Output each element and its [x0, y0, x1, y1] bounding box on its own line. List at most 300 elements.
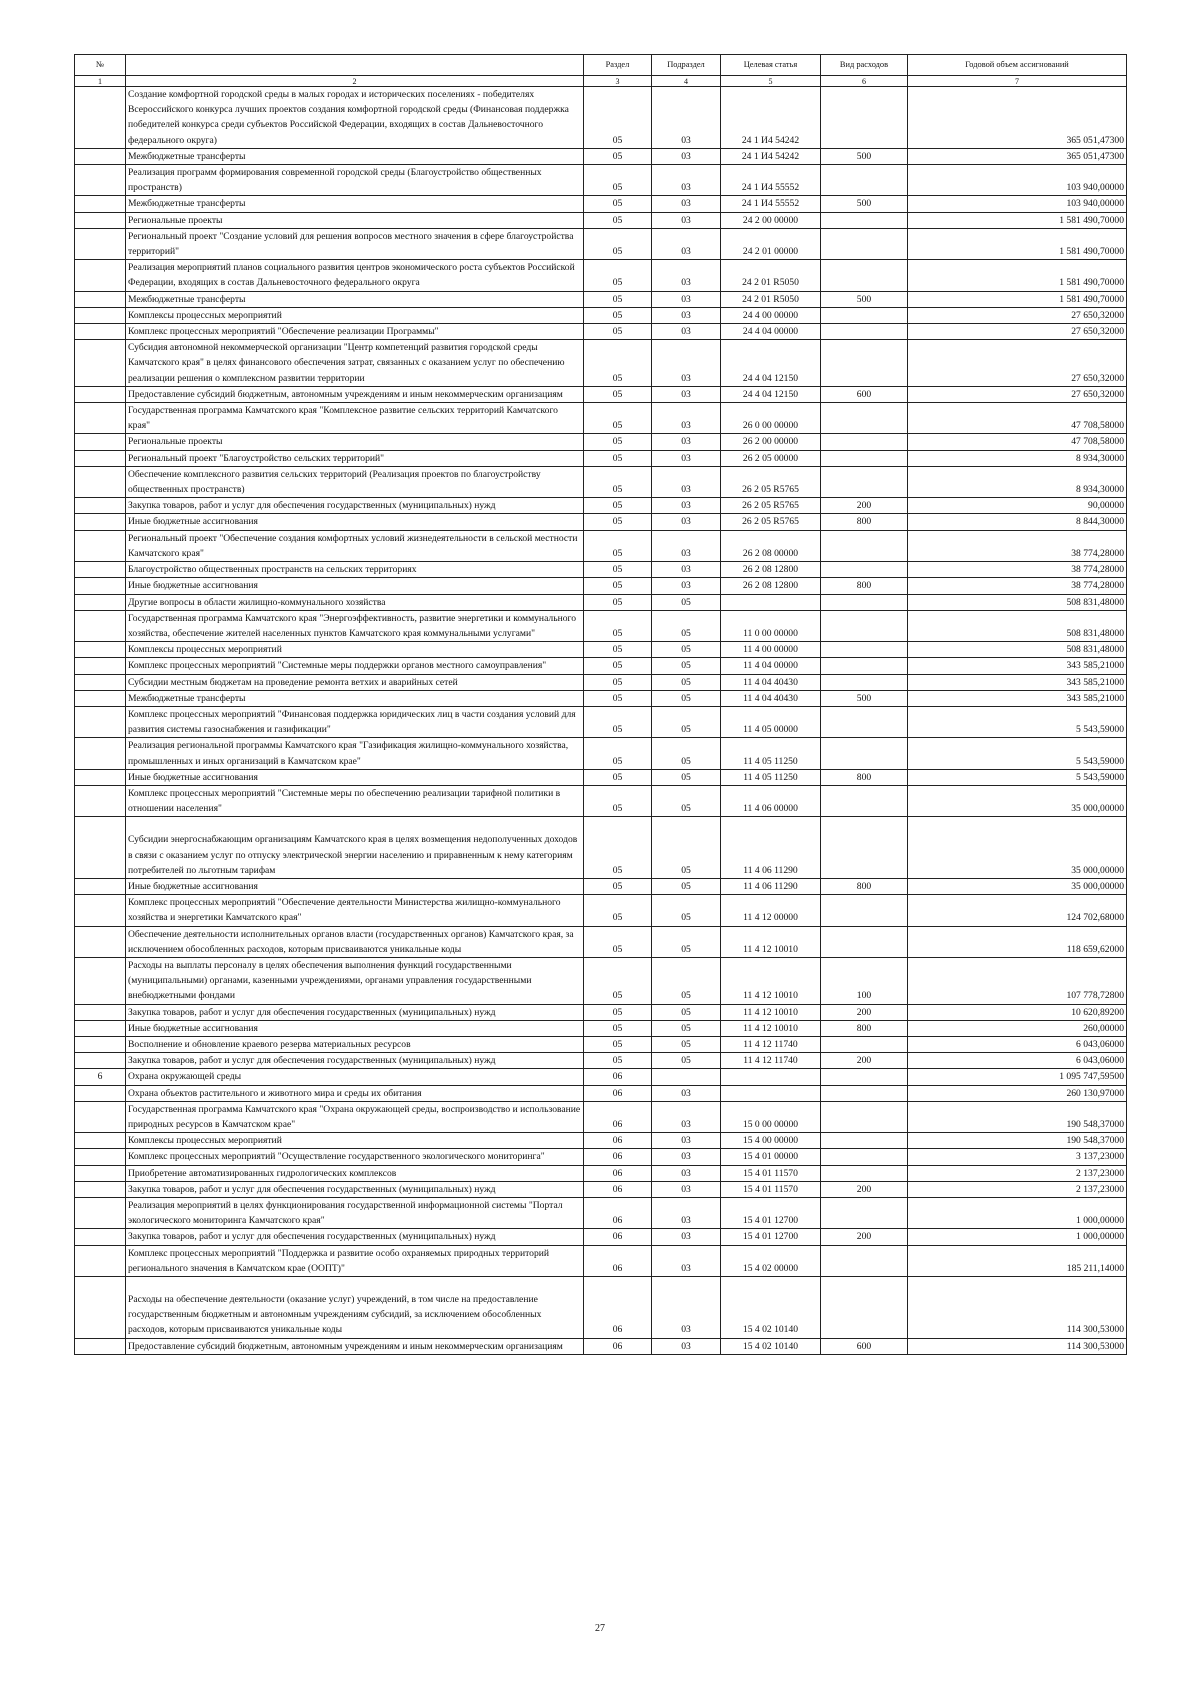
table-row	[75, 1277, 1127, 1339]
header-expense-type: Вид расходов	[821, 55, 908, 76]
row-name: Закупка товаров, работ и услуг для обеспечения государственных (муниципальных) нужд	[126, 1053, 584, 1069]
row-expense-type: 800	[821, 514, 908, 530]
row-subsection: 05	[652, 1036, 721, 1052]
row-subsection: 03	[652, 403, 721, 434]
row-amount: 365 051,47300	[908, 148, 1127, 164]
row-expense-type	[821, 340, 908, 387]
row-target-article: 26 2 05 00000	[721, 450, 821, 466]
table-row	[75, 530, 1127, 561]
row-amount: 260 130,97000	[908, 1085, 1127, 1101]
row-expense-type	[821, 895, 908, 926]
row-number	[75, 291, 126, 307]
row-target-article: 24 2 01 R5050	[721, 260, 821, 291]
row-expense-type	[821, 212, 908, 228]
row-name: Охрана объектов растительного и животного мира и среды их обитания	[126, 1085, 584, 1101]
table-row	[75, 957, 1127, 1004]
column-index: 2	[126, 76, 584, 87]
row-section: 05	[584, 148, 652, 164]
row-expense-type	[821, 87, 908, 149]
row-amount: 8 934,30000	[908, 466, 1127, 497]
row-section: 05	[584, 498, 652, 514]
row-amount: 2 137,23000	[908, 1165, 1127, 1181]
row-subsection: 05	[652, 658, 721, 674]
row-number	[75, 706, 126, 737]
row-name: Региональные проекты	[126, 212, 584, 228]
row-subsection: 05	[652, 690, 721, 706]
row-subsection: 03	[652, 307, 721, 323]
row-number	[75, 957, 126, 1004]
row-target-article: 15 4 01 11570	[721, 1165, 821, 1181]
row-subsection: 05	[652, 926, 721, 957]
row-name: Благоустройство общественных пространств на сельских территориях	[126, 562, 584, 578]
row-amount: 90,00000	[908, 498, 1127, 514]
row-target-article: 24 1 И4 55552	[721, 165, 821, 196]
row-amount: 343 585,21000	[908, 690, 1127, 706]
row-subsection: 03	[652, 530, 721, 561]
row-expense-type	[821, 610, 908, 641]
row-name: Комплекс процессных мероприятий "Поддержка и развитие особо охраняемых природных территорий регионального значения в Камчатском крае (ООПТ)"	[126, 1245, 584, 1276]
row-subsection: 03	[652, 324, 721, 340]
row-amount: 508 831,48000	[908, 642, 1127, 658]
row-subsection: 05	[652, 706, 721, 737]
table-row	[75, 562, 1127, 578]
table-row	[75, 769, 1127, 785]
row-expense-type: 200	[821, 498, 908, 514]
row-section: 05	[584, 434, 652, 450]
table-row	[75, 1165, 1127, 1181]
table-row	[75, 1181, 1127, 1197]
row-expense-type: 800	[821, 769, 908, 785]
row-number	[75, 1101, 126, 1132]
row-amount: 185 211,14000	[908, 1245, 1127, 1276]
row-amount: 38 774,28000	[908, 530, 1127, 561]
row-section: 05	[584, 878, 652, 894]
table-row	[75, 498, 1127, 514]
row-target-article: 11 0 00 00000	[721, 610, 821, 641]
table-row	[75, 706, 1127, 737]
row-section: 05	[584, 212, 652, 228]
row-name: Межбюджетные трансферты	[126, 196, 584, 212]
table-row	[75, 926, 1127, 957]
row-name: Комплекс процессных мероприятий "Обеспечение реализации Программы"	[126, 324, 584, 340]
row-subsection: 03	[652, 1085, 721, 1101]
row-section: 05	[584, 1053, 652, 1069]
row-number	[75, 1165, 126, 1181]
row-subsection: 05	[652, 785, 721, 816]
row-name: Субсидия автономной некоммерческой организации "Центр компетенций развития городской среды Камчатского края" в целях финансового обеспечения затрат, связанных с оказанием услуг по обеспечению реализации решения о комплексном развитии территории	[126, 340, 584, 387]
row-section: 05	[584, 642, 652, 658]
table-row	[75, 610, 1127, 641]
row-number	[75, 434, 126, 450]
table-row	[75, 291, 1127, 307]
row-number	[75, 1181, 126, 1197]
row-target-article	[721, 594, 821, 610]
row-number	[75, 340, 126, 387]
row-number	[75, 165, 126, 196]
column-index: 1	[75, 76, 126, 87]
row-section: 06	[584, 1229, 652, 1245]
row-target-article: 24 1 И4 55552	[721, 196, 821, 212]
row-name: Предоставление субсидий бюджетным, автономным учреждениям и иным некоммерческим организациям	[126, 386, 584, 402]
budget-sheet	[74, 54, 1126, 1355]
row-expense-type	[821, 785, 908, 816]
row-name: Государственная программа Камчатского края "Охрана окружающей среды, воспроизводство и использование природных ресурсов в Камчатском крае"	[126, 1101, 584, 1132]
row-number	[75, 498, 126, 514]
row-name: Комплексы процессных мероприятий	[126, 642, 584, 658]
row-number	[75, 1133, 126, 1149]
row-section: 05	[584, 386, 652, 402]
row-section: 05	[584, 466, 652, 497]
row-subsection: 03	[652, 1181, 721, 1197]
row-section: 05	[584, 260, 652, 291]
row-section: 05	[584, 196, 652, 212]
row-subsection: 03	[652, 386, 721, 402]
row-subsection: 03	[652, 514, 721, 530]
row-target-article: 15 4 02 10140	[721, 1277, 821, 1339]
row-amount: 5 543,59000	[908, 706, 1127, 737]
row-target-article: 11 4 12 10010	[721, 1004, 821, 1020]
row-subsection: 03	[652, 196, 721, 212]
row-number	[75, 1245, 126, 1276]
row-target-article: 11 4 06 00000	[721, 785, 821, 816]
row-expense-type	[821, 738, 908, 769]
row-target-article: 15 4 01 11570	[721, 1181, 821, 1197]
row-amount: 114 300,53000	[908, 1277, 1127, 1339]
row-amount: 260,00000	[908, 1020, 1127, 1036]
row-amount: 35 000,00000	[908, 817, 1127, 879]
table-row	[75, 1004, 1127, 1020]
row-target-article: 11 4 05 11250	[721, 769, 821, 785]
row-expense-type	[821, 926, 908, 957]
row-number	[75, 578, 126, 594]
page-number: 27	[595, 1623, 605, 1634]
row-number	[75, 1277, 126, 1339]
header-section: Раздел	[584, 55, 652, 76]
row-subsection: 05	[652, 642, 721, 658]
row-name: Региональный проект "Благоустройство сельских территорий"	[126, 450, 584, 466]
row-expense-type: 500	[821, 291, 908, 307]
row-section: 05	[584, 562, 652, 578]
table-row	[75, 738, 1127, 769]
row-section: 05	[584, 957, 652, 1004]
row-expense-type	[821, 1036, 908, 1052]
table-row	[75, 87, 1127, 149]
row-subsection: 03	[652, 1101, 721, 1132]
row-name: Реализация региональной программы Камчатского края "Газификация жилищно-коммунального хозяйства, промышленных и иных организаций в Камчатском крае"	[126, 738, 584, 769]
table-row	[75, 1069, 1127, 1085]
row-amount: 47 708,58000	[908, 434, 1127, 450]
row-subsection: 03	[652, 1198, 721, 1229]
row-section: 05	[584, 926, 652, 957]
row-number	[75, 610, 126, 641]
table-row	[75, 895, 1127, 926]
row-section: 06	[584, 1277, 652, 1339]
table-row	[75, 324, 1127, 340]
row-subsection: 05	[652, 610, 721, 641]
table-row	[75, 1020, 1127, 1036]
table-row	[75, 340, 1127, 387]
row-section: 05	[584, 228, 652, 259]
row-expense-type	[821, 1277, 908, 1339]
row-number: 6	[75, 1069, 126, 1085]
row-target-article: 24 2 01 R5050	[721, 291, 821, 307]
table-row	[75, 434, 1127, 450]
row-target-article: 11 4 12 10010	[721, 957, 821, 1004]
row-expense-type	[821, 307, 908, 323]
row-expense-type	[821, 1133, 908, 1149]
header-subsection: Подраздел	[652, 55, 721, 76]
row-amount: 190 548,37000	[908, 1101, 1127, 1132]
row-subsection: 03	[652, 228, 721, 259]
row-amount: 10 620,89200	[908, 1004, 1127, 1020]
row-name: Реализация мероприятий в целях функционирования государственной информационной системы "Портал экологического мониторинга Камчатского края"	[126, 1198, 584, 1229]
row-number	[75, 1004, 126, 1020]
row-expense-type: 800	[821, 1020, 908, 1036]
row-amount: 35 000,00000	[908, 878, 1127, 894]
row-expense-type	[821, 674, 908, 690]
header-number: №	[75, 55, 126, 76]
row-expense-type: 500	[821, 690, 908, 706]
row-expense-type	[821, 466, 908, 497]
row-target-article: 15 4 01 12700	[721, 1229, 821, 1245]
row-number	[75, 594, 126, 610]
header-annual-amount: Годовой объем ассигнований	[908, 55, 1127, 76]
row-name: Обеспечение деятельности исполнительных органов власти (государственных органов) Камчатского края, за исключением обособленных расходов, которым присваиваются уникальные коды	[126, 926, 584, 957]
row-expense-type	[821, 1085, 908, 1101]
row-target-article: 24 4 04 00000	[721, 324, 821, 340]
row-number	[75, 324, 126, 340]
row-expense-type	[821, 450, 908, 466]
row-subsection: 03	[652, 1149, 721, 1165]
table-row	[75, 817, 1127, 879]
row-subsection: 03	[652, 1277, 721, 1339]
row-name: Иные бюджетные ассигнования	[126, 769, 584, 785]
row-amount: 47 708,58000	[908, 403, 1127, 434]
row-amount: 190 548,37000	[908, 1133, 1127, 1149]
table-row	[75, 165, 1127, 196]
row-target-article: 24 1 И4 54242	[721, 148, 821, 164]
row-subsection: 03	[652, 1133, 721, 1149]
row-number	[75, 1198, 126, 1229]
row-expense-type	[821, 1198, 908, 1229]
column-index: 3	[584, 76, 652, 87]
row-number	[75, 514, 126, 530]
table-row	[75, 307, 1127, 323]
row-number	[75, 450, 126, 466]
row-expense-type	[821, 165, 908, 196]
row-amount: 38 774,28000	[908, 578, 1127, 594]
row-amount: 38 774,28000	[908, 562, 1127, 578]
column-index: 5	[721, 76, 821, 87]
row-target-article	[721, 1085, 821, 1101]
row-section: 06	[584, 1069, 652, 1085]
row-number	[75, 562, 126, 578]
row-expense-type	[821, 530, 908, 561]
header-name	[126, 55, 584, 76]
row-amount: 343 585,21000	[908, 674, 1127, 690]
row-target-article: 11 4 04 40430	[721, 674, 821, 690]
row-subsection: 03	[652, 165, 721, 196]
table-row	[75, 1338, 1127, 1354]
row-subsection: 05	[652, 878, 721, 894]
row-amount: 114 300,53000	[908, 1338, 1127, 1354]
row-expense-type	[821, 1245, 908, 1276]
row-target-article: 26 2 00 00000	[721, 434, 821, 450]
row-amount: 124 702,68000	[908, 895, 1127, 926]
row-number	[75, 785, 126, 816]
row-name: Расходы на обеспечение деятельности (оказание услуг) учреждений, в том числе на предоставление государственным бюджетным и автономным учреждениям субсидий, за исключением обособленных расходов, которым присваиваются уникальные коды	[126, 1277, 584, 1339]
budget-rows	[75, 87, 1127, 1355]
row-subsection: 03	[652, 260, 721, 291]
row-expense-type	[821, 403, 908, 434]
row-section: 05	[584, 324, 652, 340]
row-name: Иные бюджетные ассигнования	[126, 578, 584, 594]
row-section: 05	[584, 165, 652, 196]
row-expense-type: 600	[821, 386, 908, 402]
row-amount: 1 000,00000	[908, 1198, 1127, 1229]
row-subsection: 03	[652, 212, 721, 228]
row-number	[75, 212, 126, 228]
row-amount: 1 581 490,70000	[908, 212, 1127, 228]
row-section: 05	[584, 450, 652, 466]
row-name: Государственная программа Камчатского края "Энергоэффективность, развитие энергетики и коммунального хозяйства, обеспечение жителей населенных пунктов Камчатского края коммунальными услугами"	[126, 610, 584, 641]
row-number	[75, 895, 126, 926]
row-expense-type	[821, 1069, 908, 1085]
table-row	[75, 1229, 1127, 1245]
row-target-article: 26 2 05 R5765	[721, 466, 821, 497]
row-name: Комплексы процессных мероприятий	[126, 307, 584, 323]
row-number	[75, 769, 126, 785]
row-amount: 118 659,62000	[908, 926, 1127, 957]
row-target-article: 26 0 00 00000	[721, 403, 821, 434]
row-number	[75, 1149, 126, 1165]
row-target-article: 26 2 08 12800	[721, 562, 821, 578]
row-number	[75, 1020, 126, 1036]
table-row	[75, 212, 1127, 228]
row-expense-type: 200	[821, 1053, 908, 1069]
row-name: Закупка товаров, работ и услуг для обеспечения государственных (муниципальных) нужд	[126, 498, 584, 514]
row-number	[75, 530, 126, 561]
row-section: 06	[584, 1198, 652, 1229]
row-name: Комплекс процессных мероприятий "Осуществление государственного экологического мониторинга"	[126, 1149, 584, 1165]
row-number	[75, 642, 126, 658]
row-amount: 6 043,06000	[908, 1053, 1127, 1069]
row-target-article: 24 2 01 00000	[721, 228, 821, 259]
row-amount: 1 581 490,70000	[908, 260, 1127, 291]
row-section: 06	[584, 1101, 652, 1132]
row-number	[75, 228, 126, 259]
row-expense-type: 500	[821, 148, 908, 164]
row-amount: 1 000,00000	[908, 1229, 1127, 1245]
table-row	[75, 594, 1127, 610]
row-number	[75, 878, 126, 894]
row-section: 05	[584, 594, 652, 610]
row-section: 05	[584, 1004, 652, 1020]
table-row	[75, 450, 1127, 466]
row-expense-type: 200	[821, 1004, 908, 1020]
row-target-article: 15 4 00 00000	[721, 1133, 821, 1149]
row-amount: 107 778,72800	[908, 957, 1127, 1004]
row-name: Закупка товаров, работ и услуг для обеспечения государственных (муниципальных) нужд	[126, 1181, 584, 1197]
table-row	[75, 1133, 1127, 1149]
row-number	[75, 1036, 126, 1052]
row-section: 05	[584, 403, 652, 434]
row-section: 05	[584, 578, 652, 594]
row-expense-type	[821, 260, 908, 291]
row-section: 06	[584, 1149, 652, 1165]
row-name: Приобретение автоматизированных гидрологических комплексов	[126, 1165, 584, 1181]
row-target-article: 26 2 05 R5765	[721, 498, 821, 514]
column-index: 6	[821, 76, 908, 87]
row-expense-type	[821, 1165, 908, 1181]
row-name: Комплекс процессных мероприятий "Системные меры по обеспечению реализации тарифной политики в отношении населения"	[126, 785, 584, 816]
row-subsection: 03	[652, 434, 721, 450]
row-expense-type: 200	[821, 1181, 908, 1197]
row-expense-type	[821, 228, 908, 259]
row-name: Закупка товаров, работ и услуг для обеспечения государственных (муниципальных) нужд	[126, 1229, 584, 1245]
row-section: 05	[584, 87, 652, 149]
row-target-article: 24 4 04 12150	[721, 340, 821, 387]
table-row	[75, 466, 1127, 497]
row-subsection: 03	[652, 148, 721, 164]
row-number	[75, 1085, 126, 1101]
row-number	[75, 1053, 126, 1069]
row-amount: 508 831,48000	[908, 610, 1127, 641]
column-index: 4	[652, 76, 721, 87]
row-section: 05	[584, 1020, 652, 1036]
row-subsection: 03	[652, 1165, 721, 1181]
row-amount: 508 831,48000	[908, 594, 1127, 610]
row-expense-type	[821, 658, 908, 674]
row-amount: 2 137,23000	[908, 1181, 1127, 1197]
row-amount: 27 650,32000	[908, 340, 1127, 387]
row-section: 05	[584, 340, 652, 387]
row-subsection: 05	[652, 1004, 721, 1020]
row-name: Создание комфортной городской среды в малых городах и исторических поселениях - победителях Всероссийского конкурса лучших проектов создания комфортной городской среды (Финансовая поддержка победителей конкурса среди субъектов Российской Федерации, входящих в состав Дальневосточного федерального округа)	[126, 87, 584, 149]
row-amount: 1 581 490,70000	[908, 228, 1127, 259]
row-target-article: 11 4 12 10010	[721, 926, 821, 957]
row-expense-type: 200	[821, 1229, 908, 1245]
row-amount: 3 137,23000	[908, 1149, 1127, 1165]
row-amount: 35 000,00000	[908, 785, 1127, 816]
row-amount: 8 844,30000	[908, 514, 1127, 530]
row-subsection: 05	[652, 895, 721, 926]
table-row	[75, 1085, 1127, 1101]
row-subsection: 03	[652, 578, 721, 594]
row-number	[75, 87, 126, 149]
row-number	[75, 817, 126, 879]
row-target-article: 15 4 02 00000	[721, 1245, 821, 1276]
row-subsection: 05	[652, 594, 721, 610]
row-subsection: 05	[652, 769, 721, 785]
table-row	[75, 228, 1127, 259]
row-section: 06	[584, 1133, 652, 1149]
row-name: Межбюджетные трансферты	[126, 690, 584, 706]
row-number	[75, 1338, 126, 1354]
row-amount: 27 650,32000	[908, 324, 1127, 340]
table-row	[75, 785, 1127, 816]
row-name: Региональный проект "Создание условий для решения вопросов местного значения в сфере благоустройства территорий"	[126, 228, 584, 259]
row-name: Региональные проекты	[126, 434, 584, 450]
row-name: Комплекс процессных мероприятий "Обеспечение деятельности Министерства жилищно-коммунального хозяйства и энергетики Камчатского края"	[126, 895, 584, 926]
row-subsection: 03	[652, 291, 721, 307]
row-section: 05	[584, 690, 652, 706]
table-row	[75, 1036, 1127, 1052]
row-section: 06	[584, 1338, 652, 1354]
table-row	[75, 1149, 1127, 1165]
table-row	[75, 690, 1127, 706]
row-amount: 5 543,59000	[908, 738, 1127, 769]
